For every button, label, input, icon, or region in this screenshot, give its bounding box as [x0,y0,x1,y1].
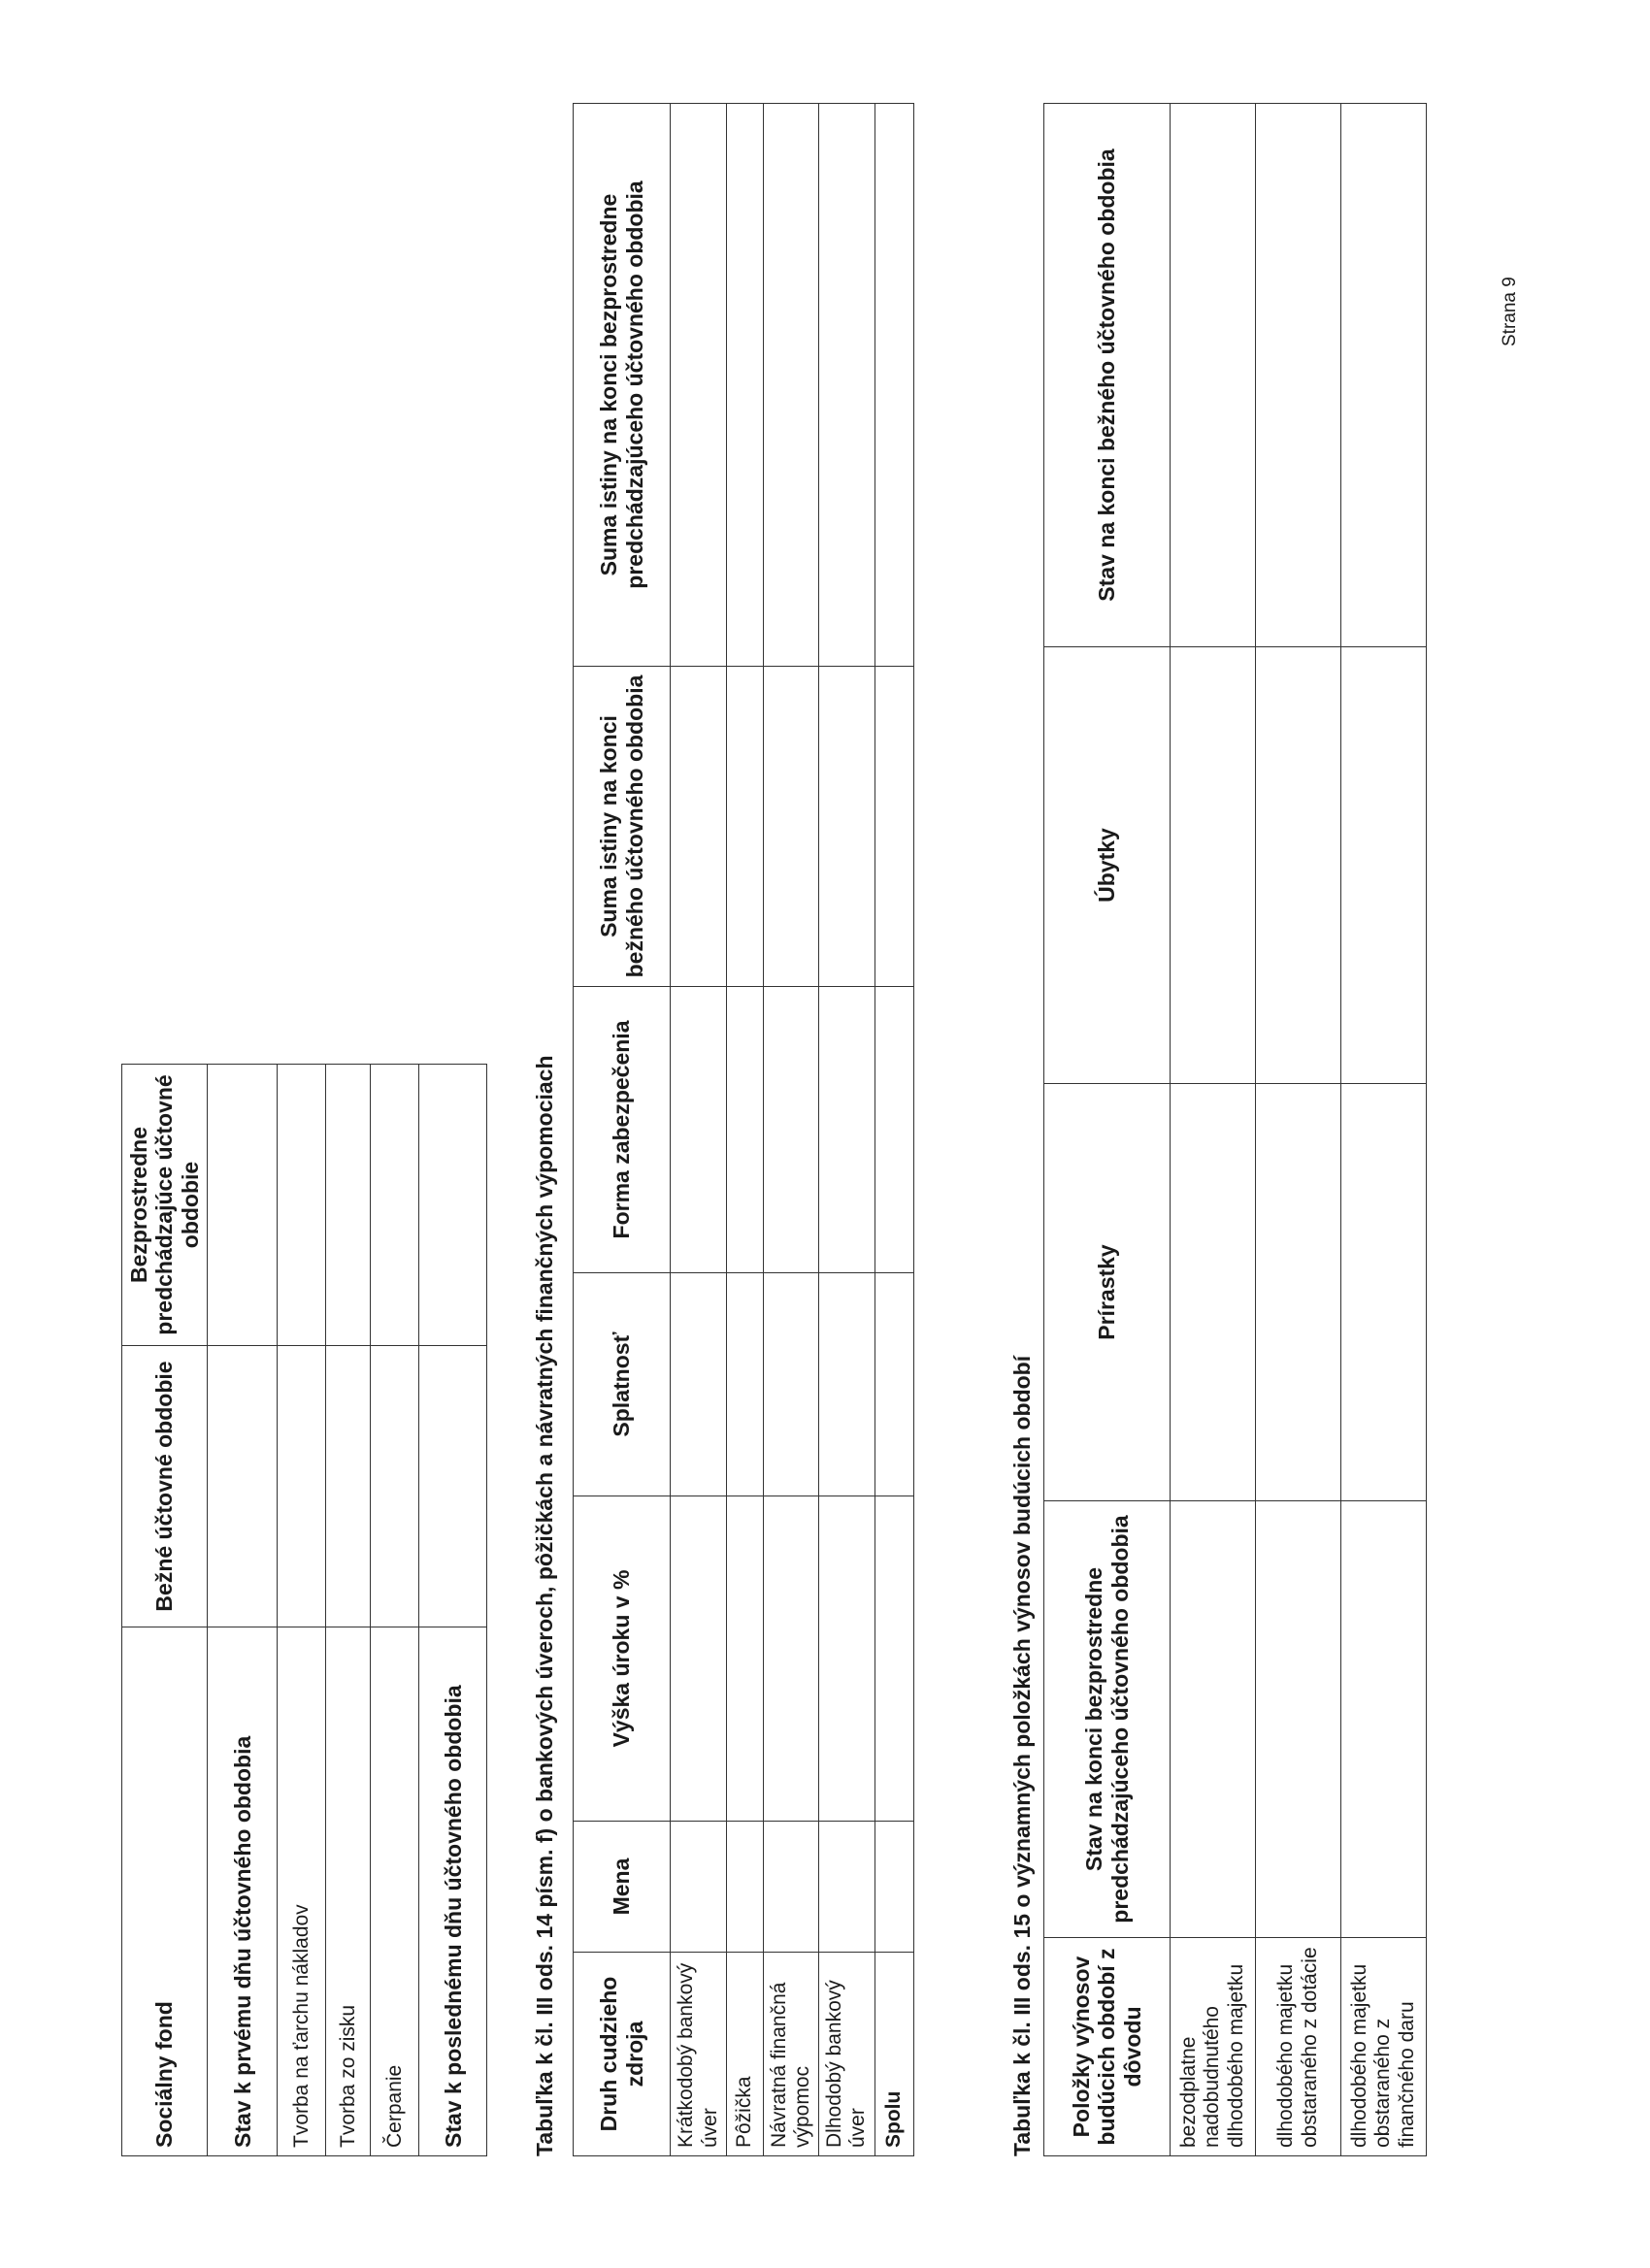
table-row [764,104,819,2156]
table-cell [874,104,913,667]
table-row [874,104,913,2156]
revenue-table-caption: Tabuľka k čl. III ods. 15 o významných položkách výnosov budúcich období [1009,1355,1035,2156]
column-header: Splatnosť [574,1273,671,1496]
table-cell [727,987,764,1273]
page-number: Strana 9 [1500,277,1520,346]
table-cell [764,1822,819,1953]
column-header: Suma istiny na konci bezprostredne predchádzajúceho účtovného obdobia [574,104,671,667]
table-cell [671,1822,727,1953]
table-cell [1256,104,1341,647]
table-cell [764,104,819,667]
table-row [819,104,874,2156]
table-cell [278,1065,326,1346]
row-label: Pôžička [727,1953,764,2156]
table-cell [819,987,874,1273]
row-label: bezodplatne nadobudnutého dlhodobého majetku [1171,1938,1256,2156]
table-cell [326,1346,371,1627]
row-label: Spolu [874,1953,913,2156]
table-row [727,104,764,2156]
table-row [1341,104,1427,2156]
row-label: Stav k prvému dňu účtovného obdobia [208,1627,278,2156]
table-cell [764,667,819,987]
column-header: Položky výnosov budúcich období z dôvodu [1044,1938,1171,2156]
column-header: Sociálny fond [122,1627,208,2156]
table-row [671,104,727,2156]
table-cell [764,1496,819,1822]
table-cell [278,1346,326,1627]
table-cell [727,667,764,987]
column-header: Suma istiny na konci bežného účtovného obdobia [574,667,671,987]
row-label: Stav k poslednému dňu účtovného obdobia [419,1627,487,2156]
table-cell [874,1273,913,1496]
table-row [1171,104,1256,2156]
column-header: Úbytky [1044,647,1171,1084]
row-label: Tvorba na ťarchu nákladov [278,1627,326,2156]
column-header: Forma zabezpečenia [574,987,671,1273]
table-cell [1341,1084,1427,1501]
table-cell [819,1822,874,1953]
table-cell [1171,1501,1256,1938]
table-cell [371,1346,419,1627]
table-cell [1171,647,1256,1084]
table-cell [671,667,727,987]
row-label: Krátkodobý bankový úver [671,1953,727,2156]
column-header: Stav na konci bezprostredne predchádzajúceho účtovného obdobia [1044,1501,1171,1938]
table-cell [208,1065,278,1346]
column-header: Druh cudzieho zdroja [574,1953,671,2156]
table-cell [764,1273,819,1496]
table-cell [819,104,874,667]
table-cell [371,1065,419,1346]
table-cell [819,1273,874,1496]
table-cell [727,1273,764,1496]
table-cell [874,1496,913,1822]
table-cell [671,1273,727,1496]
table-cell [874,667,913,987]
table-cell [419,1065,487,1346]
column-header: Stav na konci bežného účtovného obdobia [1044,104,1171,647]
table-cell [727,1496,764,1822]
table-cell [874,987,913,1273]
table-header-row [574,104,671,2156]
row-label: Návratná finančná výpomoc [764,1953,819,2156]
loans-table [573,103,914,2156]
table-row [371,1065,419,2156]
row-label: dlhodobého majetku obstaraného z dotácie [1256,1938,1341,2156]
table-cell [671,987,727,1273]
table-cell [764,987,819,1273]
table-cell [671,1496,727,1822]
column-header: Prírastky [1044,1084,1171,1501]
table-cell [1256,1501,1341,1938]
table-cell [208,1346,278,1627]
column-header: Bezprostredne predchádzajúce účtovné obdobie [122,1065,208,1346]
table-row [419,1065,487,2156]
table-row [208,1065,278,2156]
revenue-table [1043,103,1427,2156]
table-row [1256,104,1341,2156]
table-cell [1171,104,1256,647]
table-cell [1341,1501,1427,1938]
column-header: Bežné účtovné obdobie [122,1346,208,1627]
row-label: Dlhodobý bankový úver [819,1953,874,2156]
table-cell [419,1346,487,1627]
table-cell [1341,647,1427,1084]
table-cell [671,104,727,667]
loans-table-caption: Tabuľka k čl. III ods. 14 písm. f) o bankových úveroch, pôžičkách a návratných finančných výpomociach [532,1055,557,2156]
table-cell [326,1065,371,1346]
table-row [278,1065,326,2156]
row-label: dlhodobého majetku obstaraného z finančného daru [1341,1938,1427,2156]
social-fund-table [121,1064,487,2156]
column-header: Výška úroku v % [574,1496,671,1822]
table-cell [727,104,764,667]
table-cell [727,1822,764,1953]
row-label: Čerpanie [371,1627,419,2156]
table-header-row [122,1065,208,2156]
table-cell [819,1496,874,1822]
table-cell [874,1822,913,1953]
table-cell [1341,104,1427,647]
table-cell [1256,1084,1341,1501]
table-cell [1171,1084,1256,1501]
column-header: Mena [574,1822,671,1953]
table-cell [1256,647,1341,1084]
table-cell [819,667,874,987]
table-header-row [1044,104,1171,2156]
row-label: Tvorba zo zisku [326,1627,371,2156]
table-row [326,1065,371,2156]
